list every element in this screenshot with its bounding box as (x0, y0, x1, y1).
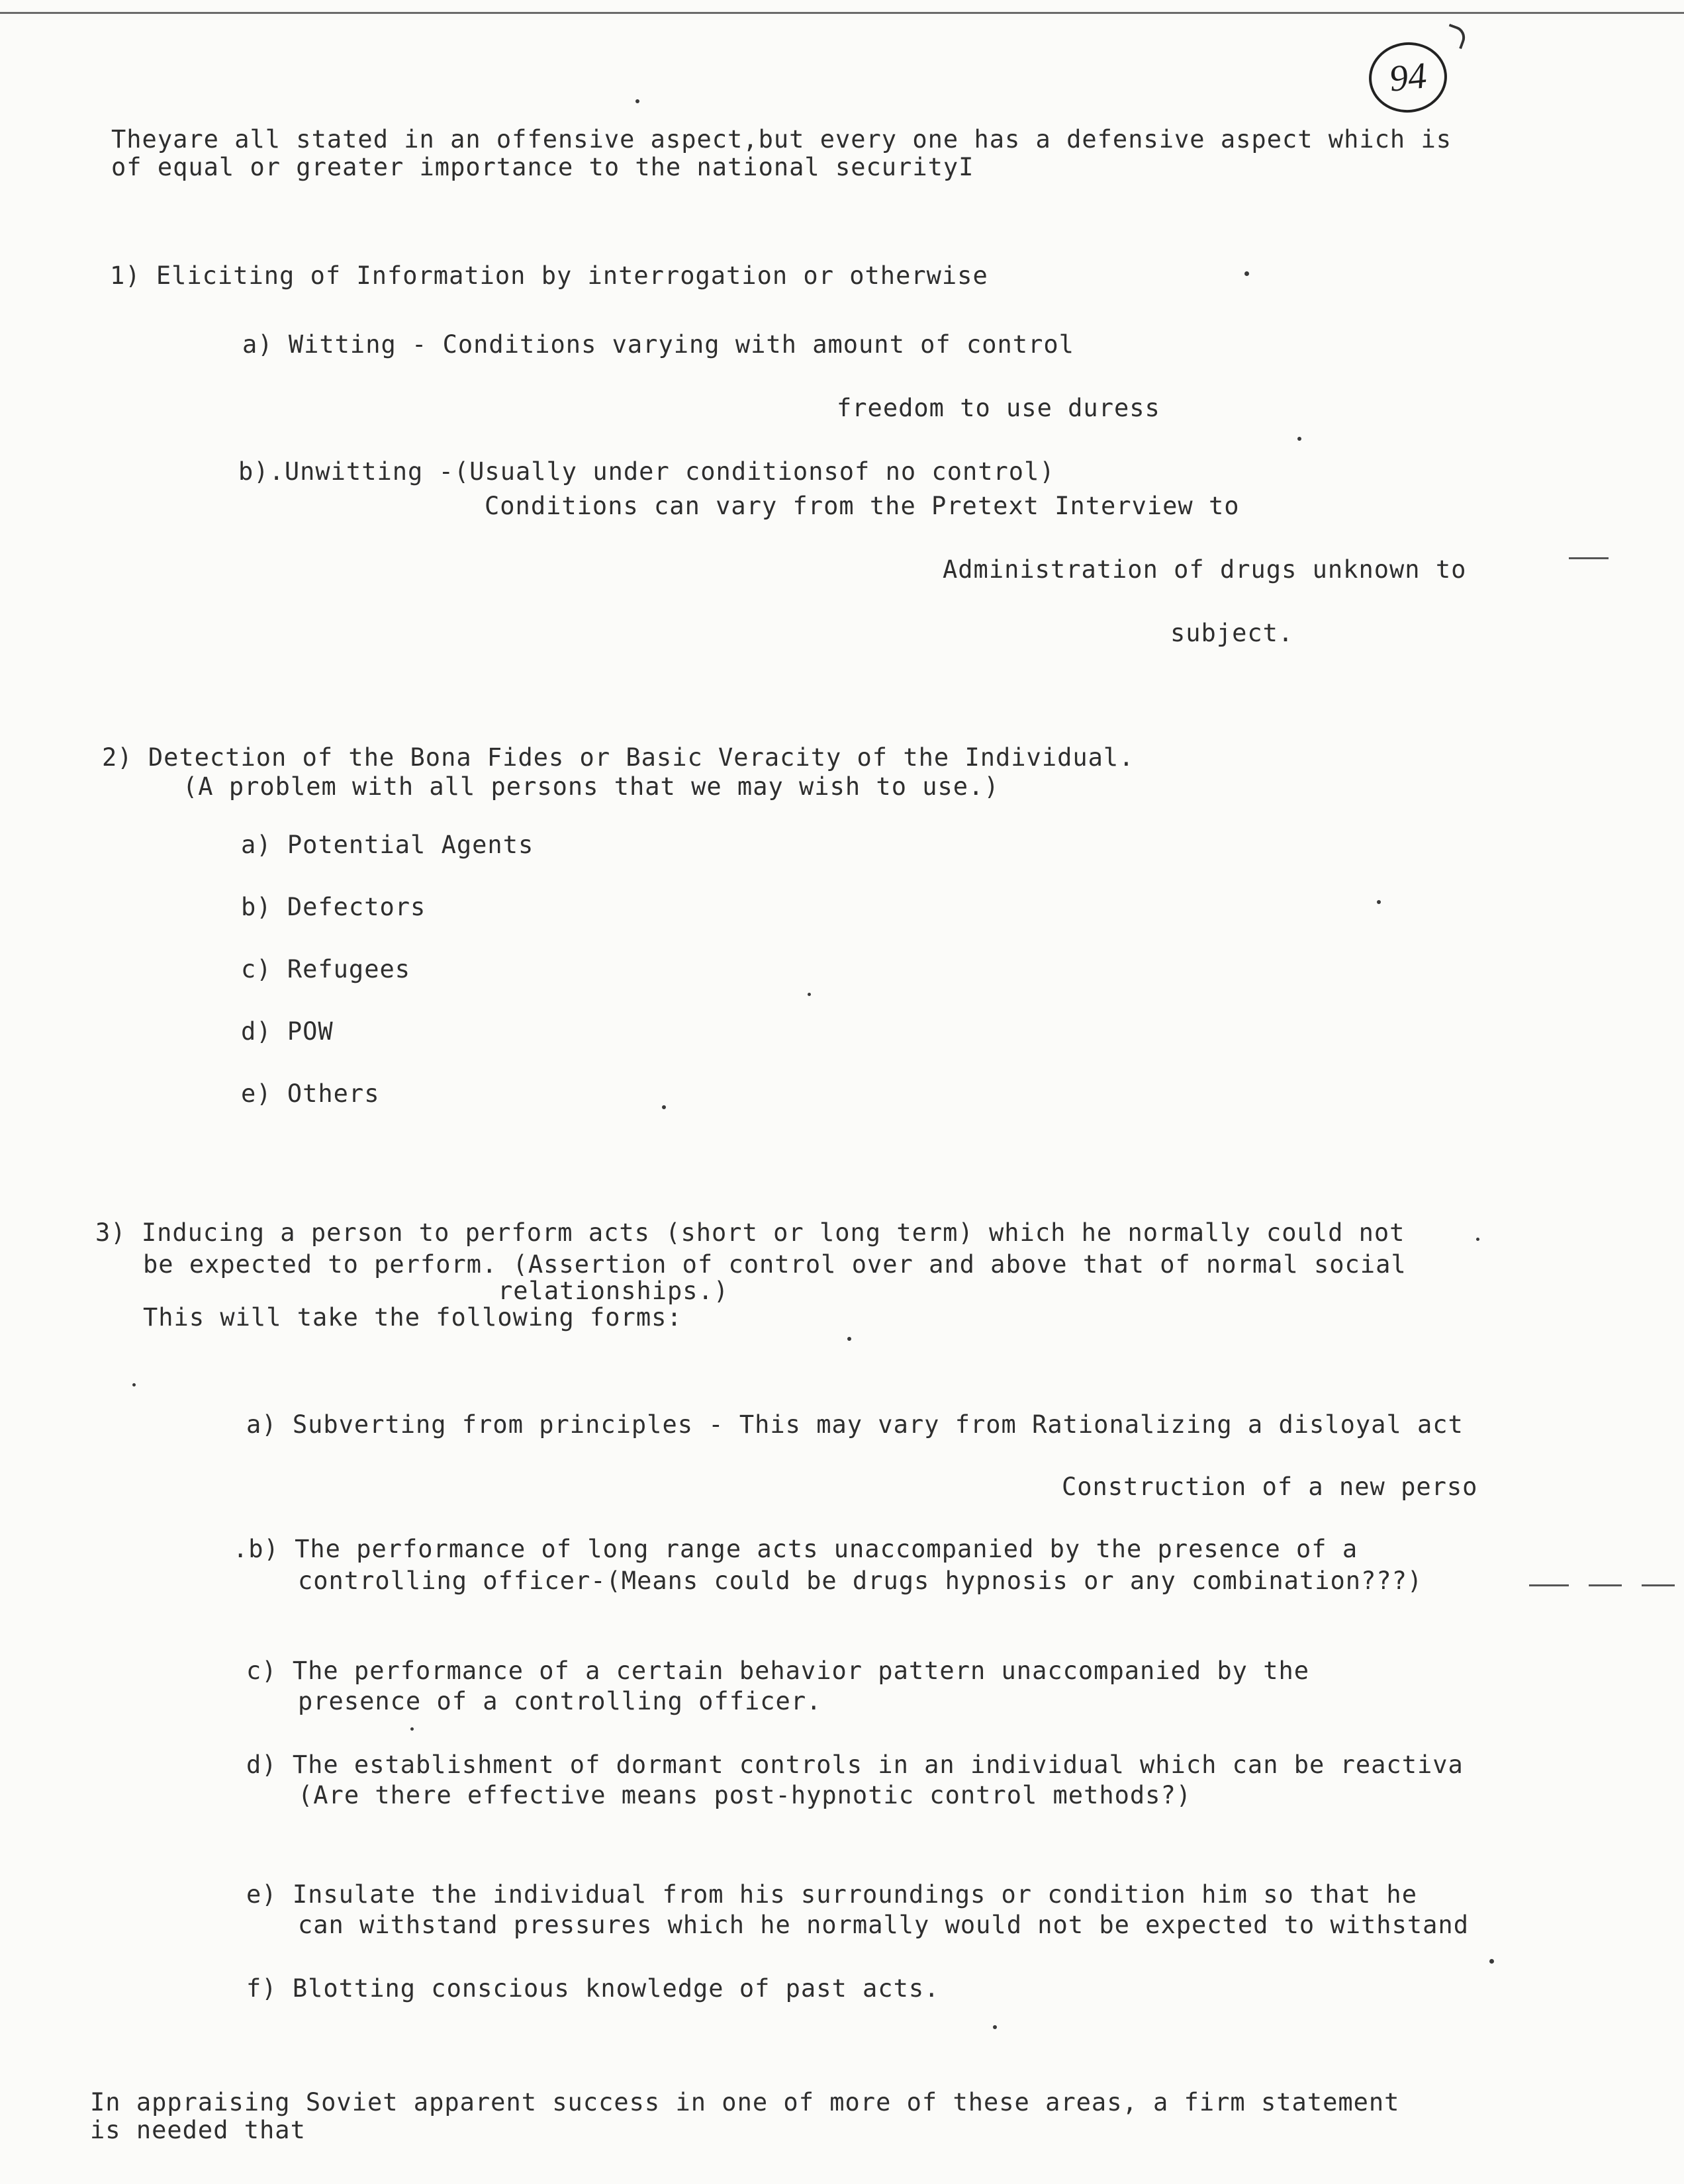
section3-item-c-line-2: presence of a controlling officer. (298, 1687, 822, 1715)
section3-item-b-line-1: .b) The performance of long range acts unaccompanied by the presence of a (233, 1535, 1358, 1563)
top-edge-rule (0, 12, 1684, 14)
scan-speck (993, 2025, 997, 2029)
section2-item-a: a) Potential Agents (241, 831, 534, 859)
closing-line-1: In appraising Soviet apparent success in one of more of these areas, a firm statement (90, 2088, 1400, 2116)
section3-heading-line-2: be expected to perform. (Assertion of control over and above that of normal social (143, 1250, 1407, 1279)
section2-subheading: (A problem with all persons that we may wish to use.) (183, 772, 1000, 801)
section3-item-a-line-1: a) Subverting from principles - This may vary from Rationalizing a disloyal act (246, 1410, 1464, 1439)
section3-item-b-line-2: controlling officer-(Means could be drugs hypnosis or any combination???) (298, 1567, 1423, 1595)
section1-item-a-cont: freedom to use duress (837, 394, 1160, 422)
section1-heading: 1) Eliciting of Information by interrogation or otherwise (110, 261, 988, 290)
section2-item-e: e) Others (241, 1079, 380, 1108)
scan-dash (1642, 1584, 1675, 1586)
intro-line-2: of equal or greater importance to the national securityI (111, 153, 974, 181)
scan-dash (1529, 1584, 1569, 1586)
scan-speck (808, 993, 811, 996)
section3-heading-line-4: This will take the following forms: (143, 1303, 682, 1332)
section1-item-a: a) Witting - Conditions varying with amount of control (242, 330, 1074, 359)
section3-item-d-line-2: (Are there effective means post-hypnotic control methods?) (298, 1781, 1192, 1809)
section1-item-b: b).Unwitting -(Usually under conditionsof no control) (238, 457, 1055, 486)
closing-line-2: is needed that (90, 2116, 306, 2144)
section3-item-a-line-2: Construction of a new perso (1062, 1473, 1478, 1501)
section2-item-c: c) Refugees (241, 955, 411, 983)
section3-heading-line-3: relationships.) (498, 1277, 729, 1305)
scan-speck (662, 1105, 666, 1109)
section3-item-d-line-1: d) The establishment of dormant controls in an individual which can be reactiva (246, 1751, 1464, 1779)
scan-speck (1489, 1959, 1494, 1964)
scan-speck (132, 1383, 136, 1387)
scan-speck (410, 1727, 414, 1731)
scan-speck (1244, 271, 1249, 276)
section3-item-c-line-1: c) The performance of a certain behavior pattern unaccompanied by the (246, 1657, 1310, 1685)
scan-dash (1589, 1584, 1622, 1586)
section3-item-f: f) Blotting conscious knowledge of past acts. (246, 1974, 940, 2003)
section1-item-b-cont3: subject. (1170, 619, 1294, 647)
section3-item-e-line-1: e) Insulate the individual from his surroundings or condition him so that he (246, 1880, 1417, 1909)
section1-item-b-cont2: Administration of drugs unknown to (943, 555, 1467, 584)
scan-speck (1297, 437, 1301, 441)
handwritten-mark (1443, 24, 1468, 49)
section3-item-e-line-2: can withstand pressures which he normally would not be expected to withstand (298, 1911, 1469, 1939)
scan-speck (847, 1337, 851, 1341)
intro-line-1: Theyare all stated in an offensive aspect,but every one has a defensive aspect which is (111, 125, 1452, 154)
section1-item-b-cont1: Conditions can vary from the Pretext Interview to (485, 492, 1240, 520)
section3-heading-line-1: 3) Inducing a person to perform acts (short or long term) which he normally could not (95, 1218, 1405, 1247)
scan-dash (1569, 557, 1609, 559)
scan-speck (1377, 900, 1381, 904)
scan-speck (635, 99, 639, 103)
section2-item-b: b) Defectors (241, 893, 426, 921)
section2-heading: 2) Detection of the Bona Fides or Basic Veracity of the Individual. (102, 743, 1135, 772)
section2-item-d: d) POW (241, 1017, 334, 1046)
scan-speck (1476, 1238, 1479, 1241)
handwritten-page-number: 94 (1366, 38, 1450, 116)
